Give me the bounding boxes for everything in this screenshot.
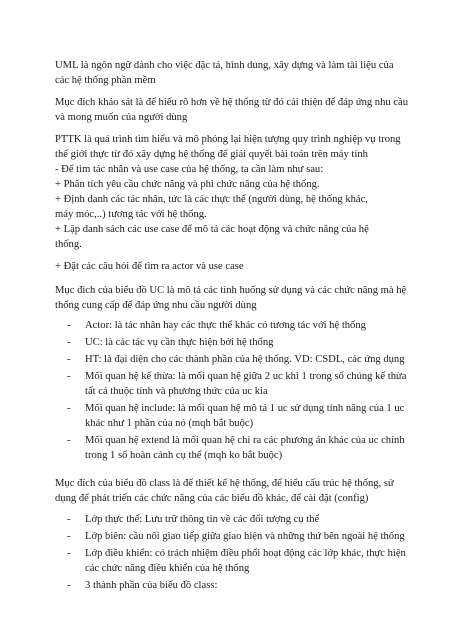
list-dash: - (67, 580, 71, 591)
list-dash: - (67, 354, 71, 365)
paragraph-uc-purpose (55, 283, 440, 313)
list-dash: - (67, 320, 71, 331)
text-line: các chức năng điều khiển của hệ thống (85, 563, 250, 574)
list-item (55, 529, 455, 544)
text-line: 3 thành phần của biểu đồ class: (85, 580, 218, 591)
text-line: dụng để phát triển các chức năng của các biểu đồ khác, để cài đặt (config) (55, 493, 369, 504)
list-dash: - (67, 548, 71, 559)
list-dash: - (67, 435, 71, 446)
text-line: Lớp biên: cầu nối giao tiếp giữa giao hiện và những thứ bên ngoài hệ thống (85, 531, 405, 542)
text-line: Mối quan hệ kế thừa: là mối quan hệ giữa 2 uc khi 1 trong số chúng kế thừa (85, 371, 407, 382)
text-line: thế giới thực từ đó xây dựng hệ thống để giải quyết bài toán trên máy tính (55, 149, 368, 160)
text-line: Mục đích của biểu đồ class là để thiết kế hệ thống, để hiểu cấu trúc hệ thống, sử (55, 478, 394, 489)
class-types-list (55, 512, 455, 595)
list-dash: - (67, 403, 71, 414)
list-dash: - (67, 337, 71, 348)
text-line: Mục đích của biểu đồ UC là mô tả các tình huống sử dụng và các chức năng mà hệ (55, 285, 407, 296)
paragraph-find-actors (55, 162, 440, 252)
list-dash: - (67, 531, 71, 542)
text-line: Mối quan hệ extend là mối quan hệ chỉ ra các phương án khác của uc chính (85, 435, 405, 446)
text-line: Lớp thực thể: Lưu trữ thông tin về các đối tượng cụ thể (85, 514, 320, 525)
text-line: thống cung cấp để đáp ứng nhu cầu người dùng (55, 300, 257, 311)
text-line: HT: là đại diện cho các thành phần của hệ thống. VD: CSDL, các ứng dụng (85, 354, 405, 365)
text-line: + Lập danh sách các use case để mô tả các hoạt động và chức năng của hệ (55, 224, 369, 235)
uc-elements-list (55, 318, 455, 465)
text-line: - Để tìm tác nhân và use case của hệ thống, ta cần làm như sau: (55, 164, 324, 175)
list-dash: - (67, 514, 71, 525)
paragraph-class-purpose (55, 476, 440, 506)
text-line: các hệ thống phần mềm (55, 75, 156, 86)
text-line: và mong muốn của người dùng (55, 112, 188, 123)
text-line: + Phân tích yêu cầu chức năng và phi chức năng của hệ thống. (55, 179, 320, 190)
paragraph-survey-purpose (55, 95, 440, 125)
list-item (55, 335, 455, 350)
text-line: khác như 1 phần của nó (mqh bắt buộc) (85, 418, 254, 429)
list-item (55, 401, 455, 431)
list-item (55, 546, 455, 576)
text-line: + Đặt các câu hỏi để tìm ra actor và use case (55, 261, 244, 272)
paragraph-questions (55, 259, 440, 274)
list-item (55, 578, 455, 593)
paragraph-uml-definition (55, 58, 440, 88)
paragraph-pttk-definition (55, 132, 440, 162)
text-line: UML là ngôn ngữ dành cho việc đặc tả, hình dung, xây dựng và làm tài liệu của (55, 60, 394, 71)
text-line: PTTK là quá trình tìm hiểu và mô phỏng lại hiện tượng quy trình nghiệp vụ trong (55, 134, 401, 145)
list-item (55, 369, 455, 399)
text-line: tất cả thuộc tính và phương thức của uc kia (85, 386, 268, 397)
list-dash: - (67, 371, 71, 382)
text-line: máy móc,..) tương tác với hệ thống. (55, 209, 207, 220)
list-item (55, 352, 455, 367)
list-item (55, 433, 455, 463)
text-line: thống. (55, 239, 82, 250)
list-item (55, 512, 455, 527)
text-line: UC: là các tác vụ cần thực hiện bởi hệ thống (85, 337, 274, 348)
text-line: Mục đích khảo sát là để hiểu rõ hơn về hệ thống từ đó cải thiện để đáp ứng nhu cầu (55, 97, 409, 108)
text-line: Mối quan hệ include: là mối quan hệ mô tả 1 uc sử dụng tính năng của 1 uc (85, 403, 405, 414)
text-line: Lớp điều khiển: có trách nhiệm điều phối hoạt động các lớp khác, thực hiện (85, 548, 406, 559)
list-item (55, 318, 455, 333)
text-line: trong 1 số hoàn cảnh cụ thể (mqh ko bắt buộc) (85, 450, 283, 461)
text-line: + Định danh các tác nhân, tức là các thực thể (người dùng, hệ thống khác, (55, 194, 368, 205)
text-line: Actor: là tác nhân hay các thực thể khác có tương tác với hệ thống (85, 320, 366, 331)
